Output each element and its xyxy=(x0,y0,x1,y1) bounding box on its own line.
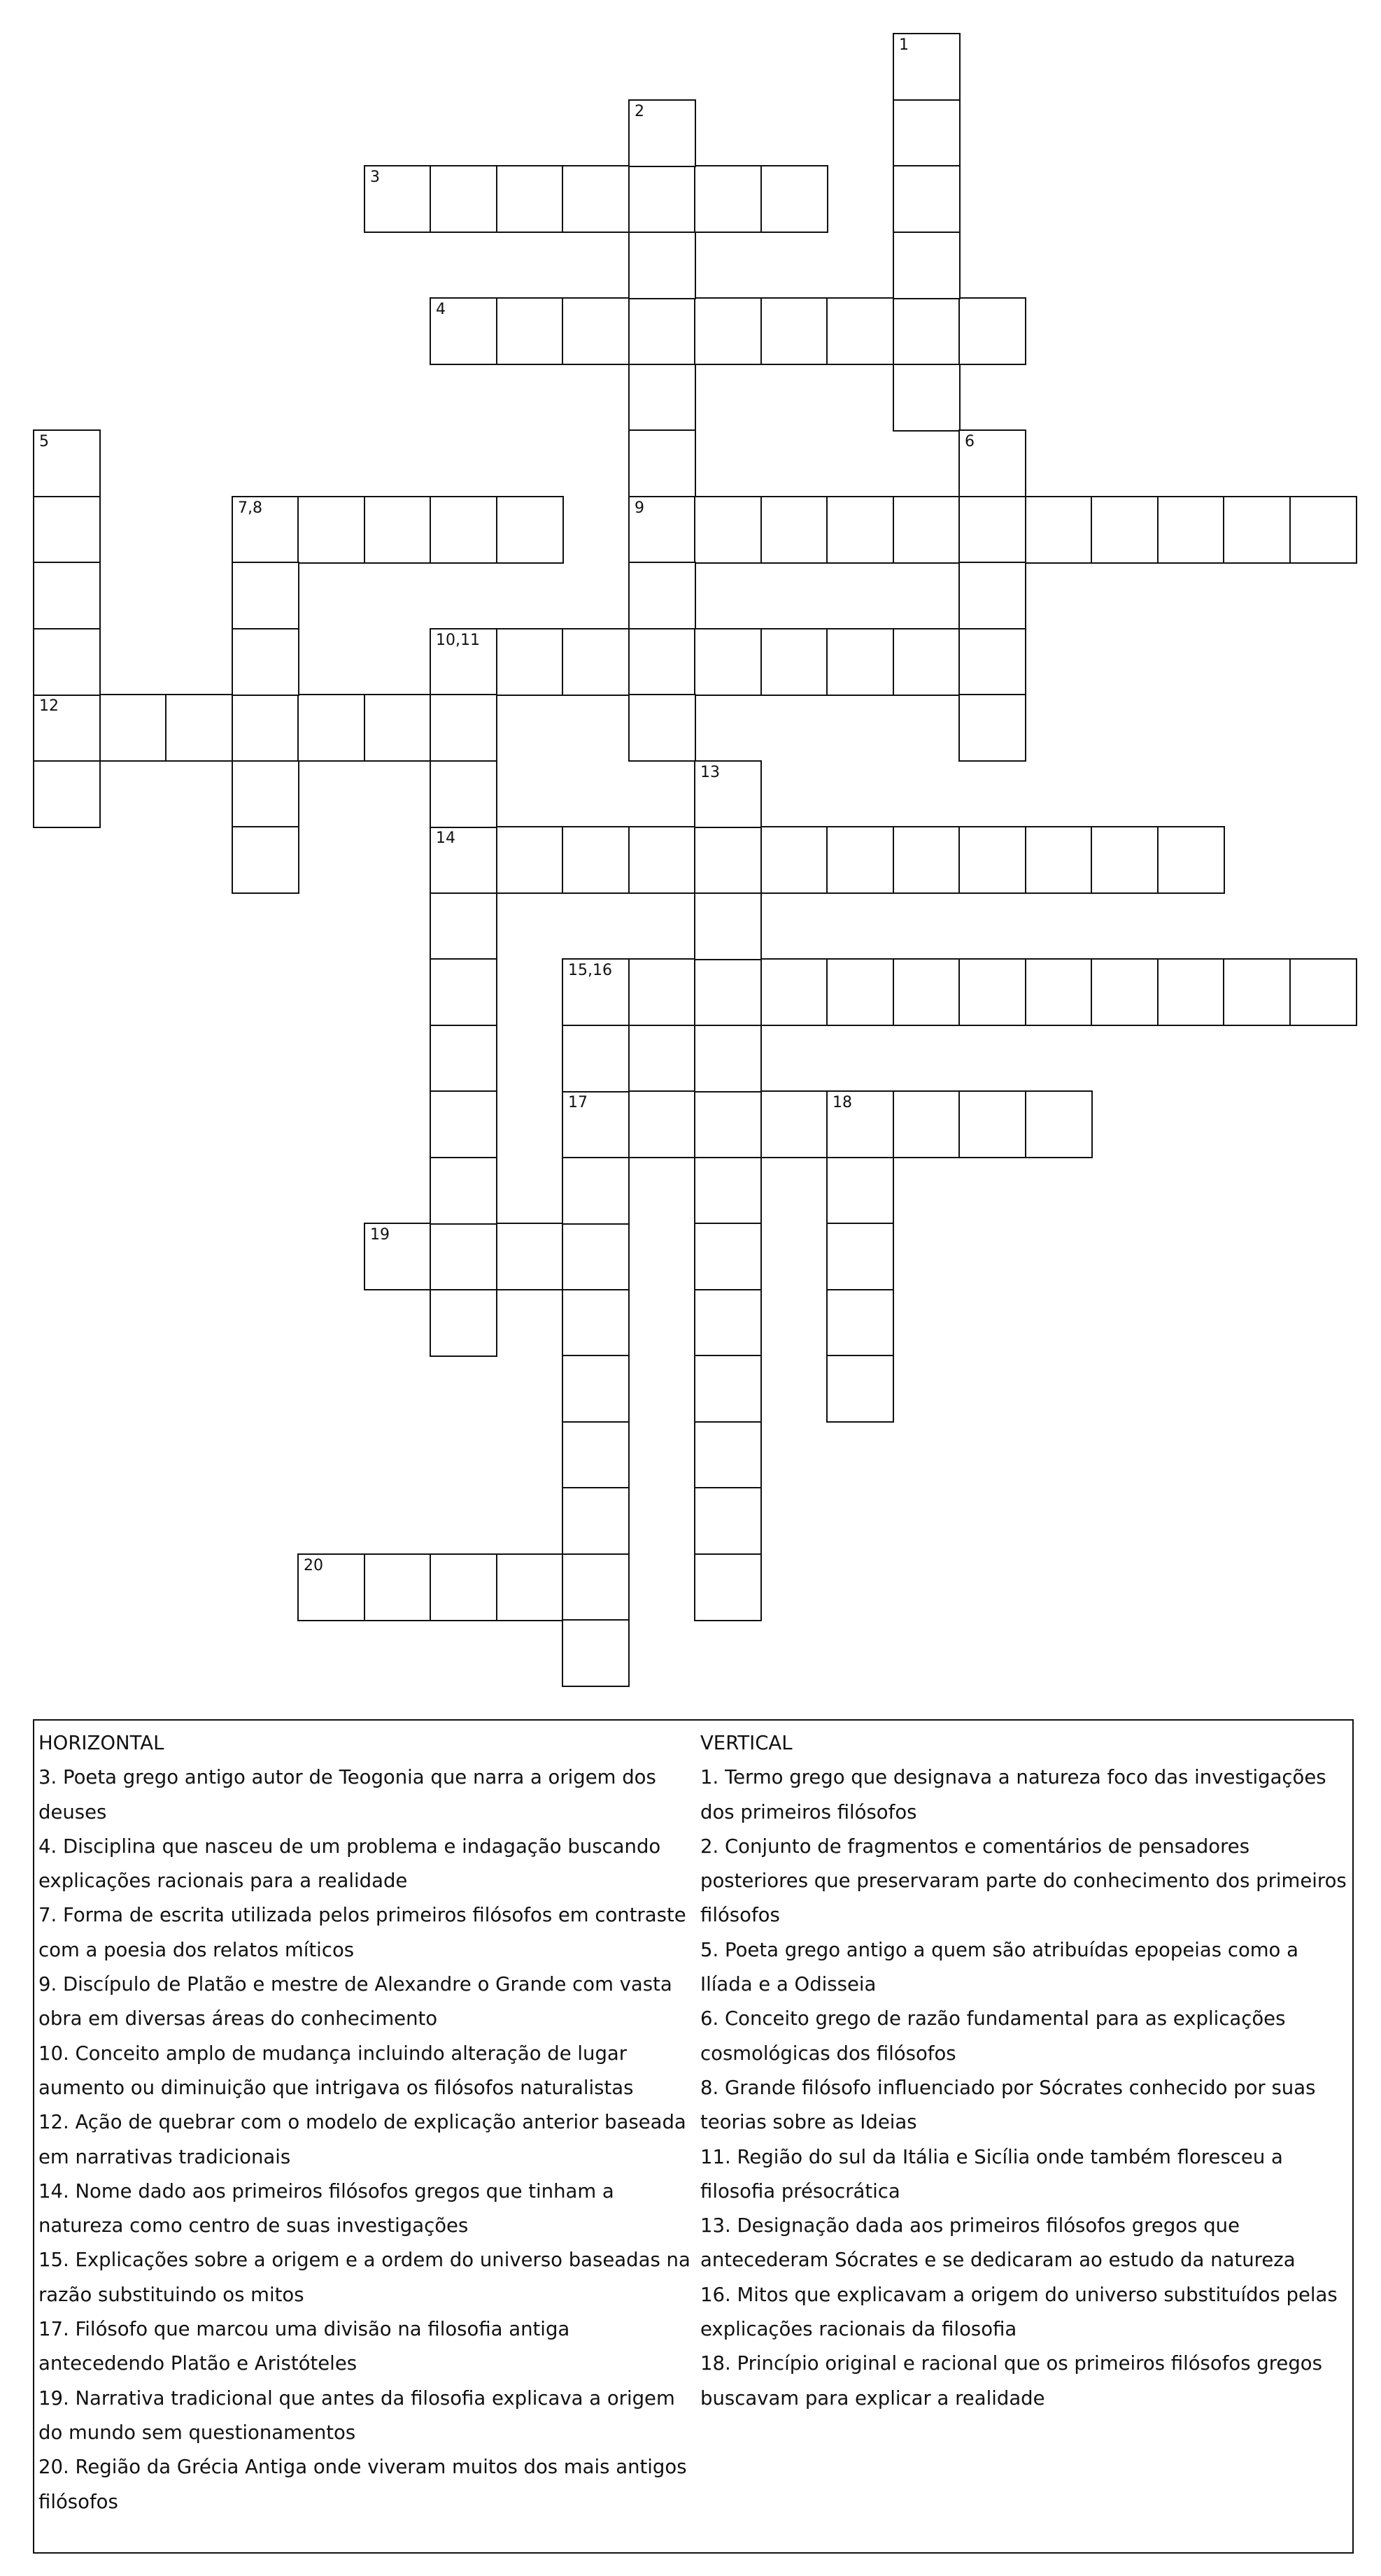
grid-cell[interactable] xyxy=(958,496,1026,564)
clue-number: 17 xyxy=(568,1094,588,1111)
clue-number: 5 xyxy=(39,433,49,450)
grid-cell[interactable] xyxy=(562,1289,630,1357)
grid-cell[interactable] xyxy=(694,1355,762,1423)
grid-cell[interactable] xyxy=(826,496,894,564)
clue-number: 10,11 xyxy=(436,632,480,649)
grid-cell[interactable] xyxy=(826,628,894,696)
grid-cell[interactable] xyxy=(760,958,828,1026)
grid-cell[interactable] xyxy=(562,165,630,233)
grid-cell[interactable] xyxy=(364,1553,432,1621)
grid-cell[interactable] xyxy=(628,496,696,564)
grid-cell[interactable] xyxy=(33,562,101,629)
grid-cell[interactable] xyxy=(893,232,961,299)
grid-cell[interactable] xyxy=(826,297,894,365)
grid-cell[interactable] xyxy=(694,958,762,1026)
grid-cell[interactable] xyxy=(694,892,762,960)
grid-cell[interactable] xyxy=(958,628,1026,696)
clue-v-13: 13. Designação dada aos primeiros filósofos gregos que antecederam Sócrates e se dedicaram ao estudo da natureza xyxy=(700,2214,1296,2272)
grid-cell[interactable] xyxy=(562,1025,630,1093)
grid-cell[interactable] xyxy=(430,1289,497,1357)
clue-number: 2 xyxy=(635,103,644,120)
grid-cell[interactable] xyxy=(826,1289,894,1357)
grid-cell[interactable] xyxy=(826,1157,894,1225)
grid-cell[interactable] xyxy=(1091,958,1159,1026)
clue-number: 4 xyxy=(436,301,446,318)
grid-cell[interactable] xyxy=(694,297,762,365)
grid-cell[interactable] xyxy=(430,1223,497,1290)
grid-cell[interactable] xyxy=(1091,826,1159,894)
clue-v-6: 6. Conceito grego de razão fundamental para as explicações cosmológicas dos filósofos xyxy=(700,2007,1286,2065)
clue-h-12: 12. Ação de quebrar com o modelo de explicação anterior baseada em narrativas tradicionais xyxy=(38,2111,686,2168)
grid-cell[interactable] xyxy=(694,496,762,564)
clue-number: 14 xyxy=(436,830,455,847)
grid-cell[interactable] xyxy=(694,628,762,696)
grid-cell[interactable] xyxy=(99,694,167,762)
grid-cell[interactable] xyxy=(760,297,828,365)
clue-number: 13 xyxy=(700,764,720,781)
grid-cell[interactable] xyxy=(1157,958,1225,1026)
vertical-clues-column xyxy=(700,1726,1350,2416)
grid-cell[interactable] xyxy=(364,165,432,233)
grid-cell[interactable] xyxy=(958,429,1026,497)
grid-cell[interactable] xyxy=(430,826,497,894)
grid-cell[interactable] xyxy=(33,694,101,762)
grid-cell[interactable] xyxy=(430,1025,497,1093)
grid-cell[interactable] xyxy=(893,33,961,101)
grid-cell[interactable] xyxy=(628,826,696,894)
grid-cell[interactable] xyxy=(628,694,696,762)
clues-box xyxy=(33,1719,1354,2554)
grid-cell[interactable] xyxy=(232,496,299,564)
horizontal-clues-column xyxy=(38,1726,696,2519)
grid-cell[interactable] xyxy=(430,892,497,960)
clue-h-4: 4. Disciplina que nasceu de um problema e indagação buscando explicações racionais para a realidade xyxy=(38,1835,661,1893)
grid-cell[interactable] xyxy=(893,826,961,894)
horizontal-heading: HORIZONTAL xyxy=(38,1732,164,1754)
grid-cell[interactable] xyxy=(760,628,828,696)
clue-v-8: 8. Grande filósofo influenciado por Sócrates conhecido por suas teorias sobre as Ideias xyxy=(700,2076,1316,2134)
grid-cell[interactable] xyxy=(893,364,961,432)
grid-cell[interactable] xyxy=(562,628,630,696)
clue-v-11: 11. Região do sul da Itália e Sicília onde também floresceu a filosofia présocrática xyxy=(700,2145,1283,2203)
grid-cell[interactable] xyxy=(694,1223,762,1290)
clue-h-7: 7. Forma de escrita utilizada pelos primeiros filósofos em contraste com a poesia dos relatos míticos xyxy=(38,1904,686,1961)
grid-cell[interactable] xyxy=(33,628,101,696)
grid-cell[interactable] xyxy=(760,165,828,233)
grid-cell[interactable] xyxy=(1025,496,1093,564)
grid-cell[interactable] xyxy=(364,496,432,564)
grid-cell[interactable] xyxy=(297,496,365,564)
grid-cell[interactable] xyxy=(297,694,365,762)
grid-cell[interactable] xyxy=(430,297,497,365)
grid-cell[interactable] xyxy=(826,826,894,894)
grid-cell[interactable] xyxy=(628,562,696,629)
grid-cell[interactable] xyxy=(628,364,696,432)
grid-cell[interactable] xyxy=(496,1223,564,1290)
grid-cell[interactable] xyxy=(430,496,497,564)
clue-number: 15,16 xyxy=(568,962,612,979)
grid-cell[interactable] xyxy=(430,958,497,1026)
grid-cell[interactable] xyxy=(562,958,630,1026)
grid-cell[interactable] xyxy=(694,1090,762,1158)
grid-cell[interactable] xyxy=(1025,826,1093,894)
grid-cell[interactable] xyxy=(958,562,1026,629)
grid-cell[interactable] xyxy=(893,496,961,564)
grid-cell[interactable] xyxy=(496,165,564,233)
grid-cell[interactable] xyxy=(496,1553,564,1621)
grid-cell[interactable] xyxy=(893,628,961,696)
clue-h-14: 14. Nome dado aos primeiros filósofos gregos que tinham a natureza como centro de suas investigações xyxy=(38,2179,614,2237)
grid-cell[interactable] xyxy=(893,297,961,365)
clue-h-9: 9. Discípulo de Platão e mestre de Alexandre o Grande com vasta obra em diversas áreas do conhecimento xyxy=(38,1973,672,2030)
grid-cell[interactable] xyxy=(694,165,762,233)
grid-cell[interactable] xyxy=(496,628,564,696)
grid-cell[interactable] xyxy=(1289,496,1357,564)
grid-cell[interactable] xyxy=(562,1421,630,1489)
grid-cell[interactable] xyxy=(232,760,299,828)
grid-cell[interactable] xyxy=(826,1090,894,1158)
grid-cell[interactable] xyxy=(826,1223,894,1290)
clue-number: 1 xyxy=(899,36,909,54)
vertical-heading: VERTICAL xyxy=(700,1732,793,1754)
grid-cell[interactable] xyxy=(694,1157,762,1225)
clue-h-19: 19. Narrativa tradicional que antes da filosofia explicava a origem do mundo sem questionamentos xyxy=(38,2386,675,2444)
grid-cell[interactable] xyxy=(694,1553,762,1621)
grid-cell[interactable] xyxy=(694,826,762,894)
grid-cell[interactable] xyxy=(33,496,101,564)
grid-cell[interactable] xyxy=(893,958,961,1026)
grid-cell[interactable] xyxy=(496,297,564,365)
grid-cell[interactable] xyxy=(760,496,828,564)
clue-v-2: 2. Conjunto de fragmentos e comentários de pensadores posteriores que preservaram parte do conhecimento dos primeiros filósofos xyxy=(700,1835,1347,1927)
grid-cell[interactable] xyxy=(826,958,894,1026)
grid-cell[interactable] xyxy=(893,1090,961,1158)
clue-h-17: 17. Filósofo que marcou uma divisão na filosofia antiga antecedendo Platão e Aristóteles xyxy=(38,2318,570,2375)
grid-cell[interactable] xyxy=(562,1157,630,1225)
clue-number: 7,8 xyxy=(238,499,262,517)
grid-cell[interactable] xyxy=(297,1553,365,1621)
grid-cell[interactable] xyxy=(232,628,299,696)
grid-cell[interactable] xyxy=(694,1025,762,1093)
grid-cell[interactable] xyxy=(562,1619,630,1687)
clue-v-5: 5. Poeta grego antigo a quem são atribuídas epopeias como a Ilíada e a Odisseia xyxy=(700,1938,1298,1996)
clue-v-16: 16. Mitos que explicavam a origem do universo substituídos pelas explicações racionais da filosofia xyxy=(700,2283,1338,2341)
clue-v-18: 18. Princípio original e racional que os primeiros filósofos gregos buscavam para explicar a realidade xyxy=(700,2352,1322,2410)
grid-cell[interactable] xyxy=(1223,496,1291,564)
grid-cell[interactable] xyxy=(893,99,961,167)
grid-cell[interactable] xyxy=(562,297,630,365)
clue-number: 12 xyxy=(39,697,59,715)
clue-number: 18 xyxy=(833,1094,852,1111)
grid-cell[interactable] xyxy=(430,1090,497,1158)
grid-cell[interactable] xyxy=(694,1289,762,1357)
grid-cell[interactable] xyxy=(628,165,696,233)
grid-cell[interactable] xyxy=(562,1223,630,1290)
grid-cell[interactable] xyxy=(694,1487,762,1555)
clue-h-20: 20. Região da Grécia Antiga onde viveram muitos dos mais antigos filósofos xyxy=(38,2456,687,2513)
grid-cell[interactable] xyxy=(958,958,1026,1026)
grid-cell[interactable] xyxy=(232,694,299,762)
grid-cell[interactable] xyxy=(232,562,299,629)
grid-cell[interactable] xyxy=(628,429,696,497)
grid-cell[interactable] xyxy=(893,165,961,233)
grid-cell[interactable] xyxy=(562,1090,630,1158)
clue-number: 3 xyxy=(370,169,380,186)
clue-number: 19 xyxy=(370,1226,390,1244)
grid-cell[interactable] xyxy=(694,760,762,828)
grid-cell[interactable] xyxy=(364,694,432,762)
grid-cell[interactable] xyxy=(1157,826,1225,894)
grid-cell[interactable] xyxy=(958,826,1026,894)
grid-cell[interactable] xyxy=(1289,958,1357,1026)
grid-cell[interactable] xyxy=(628,232,696,299)
grid-cell[interactable] xyxy=(562,826,630,894)
grid-cell[interactable] xyxy=(958,297,1026,365)
grid-cell[interactable] xyxy=(33,760,101,828)
grid-cell[interactable] xyxy=(430,1157,497,1225)
grid-cell[interactable] xyxy=(430,1553,497,1621)
clue-number: 6 xyxy=(965,433,975,450)
grid-cell[interactable] xyxy=(496,826,564,894)
grid-cell[interactable] xyxy=(826,1355,894,1423)
grid-cell[interactable] xyxy=(694,1421,762,1489)
clue-number: 20 xyxy=(304,1557,323,1574)
clue-h-3: 3. Poeta grego antigo autor de Teogonia que narra a origem dos deuses xyxy=(38,1766,656,1823)
clue-v-1: 1. Termo grego que designava a natureza foco das investigações dos primeiros filósofos xyxy=(700,1766,1326,1823)
grid-cell[interactable] xyxy=(1157,496,1225,564)
grid-cell[interactable] xyxy=(430,165,497,233)
grid-cell[interactable] xyxy=(496,496,564,564)
grid-cell[interactable] xyxy=(165,694,233,762)
grid-cell[interactable] xyxy=(1025,1090,1093,1158)
grid-cell[interactable] xyxy=(232,826,299,894)
grid-cell[interactable] xyxy=(628,958,696,1026)
grid-cell[interactable] xyxy=(562,1553,630,1621)
grid-cell[interactable] xyxy=(628,628,696,696)
clue-h-15: 15. Explicações sobre a origem e a ordem do universo baseadas na razão substituindo os mitos xyxy=(38,2249,690,2306)
grid-cell[interactable] xyxy=(628,1090,696,1158)
grid-cell[interactable] xyxy=(628,99,696,167)
grid-cell[interactable] xyxy=(562,1355,630,1423)
grid-cell[interactable] xyxy=(562,1487,630,1555)
grid-cell[interactable] xyxy=(958,1090,1026,1158)
grid-cell[interactable] xyxy=(430,628,497,696)
grid-cell[interactable] xyxy=(628,297,696,365)
grid-cell[interactable] xyxy=(430,760,497,828)
grid-cell[interactable] xyxy=(33,429,101,497)
grid-cell[interactable] xyxy=(760,1090,828,1158)
clue-h-10: 10. Conceito amplo de mudança incluindo alteração de lugar aumento ou diminuição que intrigava os filósofos naturalistas xyxy=(38,2042,634,2099)
grid-cell[interactable] xyxy=(1091,496,1159,564)
grid-cell[interactable] xyxy=(760,826,828,894)
clue-number: 9 xyxy=(635,499,644,517)
grid-cell[interactable] xyxy=(1223,958,1291,1026)
grid-cell[interactable] xyxy=(364,1223,432,1290)
grid-cell[interactable] xyxy=(1025,958,1093,1026)
grid-cell[interactable] xyxy=(958,694,1026,762)
grid-cell[interactable] xyxy=(430,694,497,762)
